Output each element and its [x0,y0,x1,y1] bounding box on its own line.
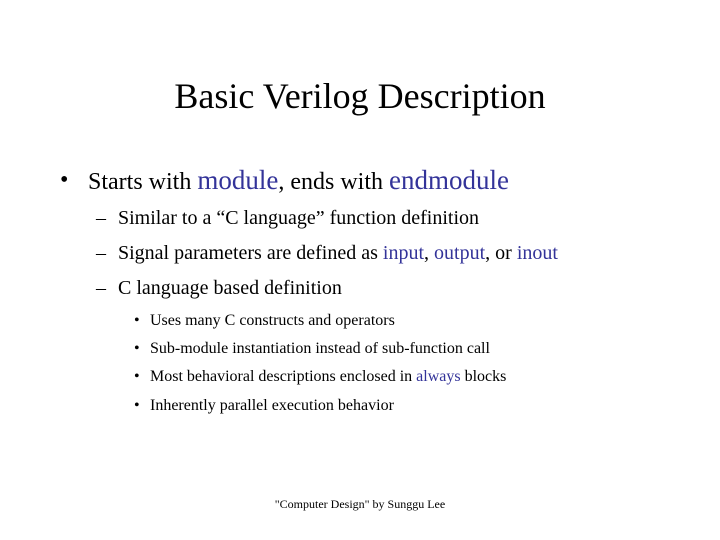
bullet-dot-icon: • [134,368,140,385]
sub-bullet-text [118,240,558,266]
dash-icon: – [96,207,106,229]
dash-icon: – [96,277,106,299]
text-segment: Signal parameters are defined as [118,242,383,264]
sub-sub-bullet-text: Uses many C constructs and operators [150,312,395,329]
keyword-endmodule: endmodule [389,165,509,195]
text-segment: , ends with [278,169,390,195]
bullet-dot-icon: • [134,397,140,414]
text-segment: Starts with [88,169,198,195]
keyword-module: module [197,165,279,195]
sub-sub-bullet-text: Inherently parallel execution behavior [150,397,394,414]
slide-title: Basic Verilog Description [174,76,546,116]
bullet-dot-icon: • [60,167,69,193]
slide-footer: "Computer Design" by Sunggu Lee [274,497,446,511]
dash-icon: – [96,242,106,264]
bullet-dot-icon: • [134,312,140,329]
keyword-inout: inout [516,242,558,264]
bullet-dot-icon: • [134,340,140,357]
keyword-input: input [382,242,425,264]
sub-sub-bullet-text [150,367,506,387]
text-segment: blocks [460,368,507,385]
text-segment: , or [485,242,517,264]
sub-bullet-text: C language based definition [118,277,342,299]
text-segment: , [424,242,435,264]
keyword-always: always [416,368,461,385]
sub-sub-bullet-text: Sub-module instantiation instead of sub-function call [150,340,490,357]
sub-bullet-text: Similar to a “C language” function definition [118,207,480,229]
text-segment: Most behavioral descriptions enclosed in [150,368,417,385]
bullet-level1-text [88,165,509,197]
keyword-output: output [434,242,486,264]
